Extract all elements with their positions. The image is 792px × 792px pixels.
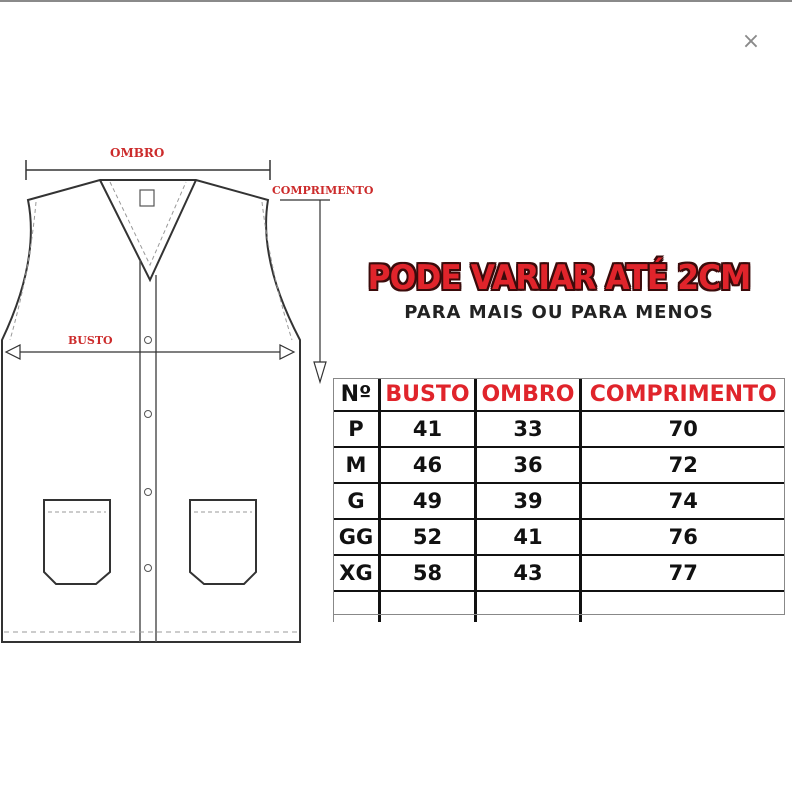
shoulder-cell: 39 <box>476 483 581 519</box>
length-label: COMPRIMENTO <box>272 184 374 197</box>
length-cell: 70 <box>581 411 785 447</box>
size-cell: GG <box>334 519 380 555</box>
empty-cell <box>476 591 581 622</box>
length-cell: 77 <box>581 555 785 591</box>
length-cell: 72 <box>581 447 785 483</box>
bust-cell: 46 <box>380 447 476 483</box>
header-bust: BUSTO <box>380 378 476 411</box>
empty-cell <box>380 591 476 622</box>
size-cell: P <box>334 411 380 447</box>
bust-cell: 58 <box>380 555 476 591</box>
table-row <box>334 519 785 555</box>
top-border <box>0 0 792 2</box>
bust-cell: 52 <box>380 519 476 555</box>
size-table <box>333 378 785 622</box>
size-cell: XG <box>334 555 380 591</box>
table-row <box>334 555 785 591</box>
shoulder-cell: 36 <box>476 447 581 483</box>
empty-cell <box>334 591 380 622</box>
table-header-row <box>334 378 785 411</box>
vest-illustration <box>0 140 330 660</box>
size-cell: M <box>334 447 380 483</box>
bust-cell: 41 <box>380 411 476 447</box>
variation-headline: PODE VARIAR ATÉ 2CM <box>367 258 751 298</box>
variation-subheadline: PARA MAIS OU PARA MENOS <box>404 302 714 323</box>
size-cell: G <box>334 483 380 519</box>
shoulder-label: OMBRO <box>110 146 165 160</box>
shoulder-cell: 33 <box>476 411 581 447</box>
bust-label: BUSTO <box>68 334 113 347</box>
shoulder-cell: 43 <box>476 555 581 591</box>
table-row <box>334 447 785 483</box>
empty-cell <box>581 591 785 622</box>
close-icon[interactable]: × <box>741 28 761 54</box>
shoulder-cell: 41 <box>476 519 581 555</box>
length-cell: 76 <box>581 519 785 555</box>
bust-cell: 49 <box>380 483 476 519</box>
table-row-empty <box>334 591 785 622</box>
table-row <box>334 411 785 447</box>
header-size: Nº <box>334 378 380 411</box>
length-cell: 74 <box>581 483 785 519</box>
header-shoulder: OMBRO <box>476 378 581 411</box>
table-row <box>334 483 785 519</box>
header-length: COMPRIMENTO <box>581 378 785 411</box>
